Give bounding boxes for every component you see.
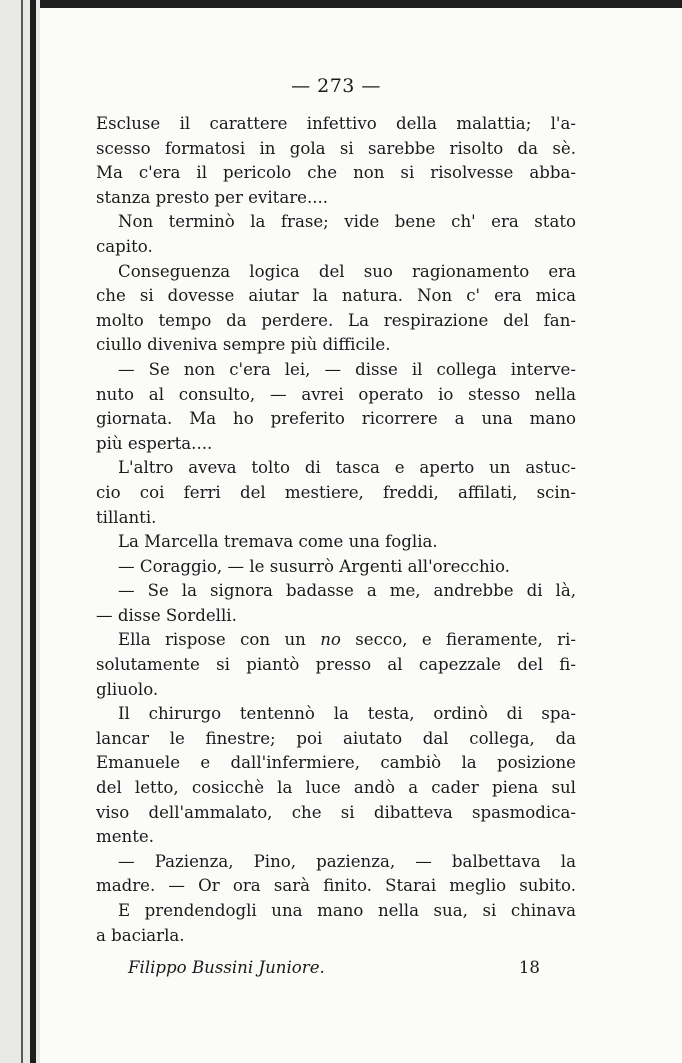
text-line: mente. [96, 827, 155, 847]
text-line-with-emphasis: Ella rispose con un no secco, e fieramente, ri- [118, 630, 576, 650]
scan-spine-edge [30, 0, 36, 1063]
text-line: Non terminò la frase; vide bene ch' era stato [118, 212, 576, 232]
body-text [96, 112, 576, 948]
text-line: Ma c'era il pericolo che non si risolvesse abba- [96, 163, 576, 183]
scan-spine-shadow [21, 0, 23, 1063]
text-line: tillanti. [96, 507, 157, 527]
text-line: del letto, cosicchè la luce andò a cader piena sul [96, 778, 576, 798]
text-line: — Pazienza, Pino, pazienza, — balbettava la [118, 851, 576, 871]
text-line: a baciarla. [96, 925, 185, 945]
text-line: capito. [96, 236, 153, 256]
text-line: ciullo diveniva sempre più difficile. [96, 335, 391, 355]
emphasized-word: no [320, 630, 341, 650]
text-line: E prendendogli una mano nella sua, si chinava [118, 901, 576, 920]
scan-top-edge [0, 0, 682, 8]
text-line: cio coi ferri del mestiere, freddi, affilati, scin- [96, 482, 576, 502]
text-line: — Se la signora badasse a me, andrebbe di là, [118, 581, 576, 601]
text-line: Conseguenza logica del suo ragionamento era [118, 261, 576, 281]
footer-author: Filippo Bussini Juniore. [128, 958, 325, 977]
page-number: — 273 — [291, 75, 381, 97]
text-line: più esperta.... [96, 433, 213, 453]
text-line: — Se non c'era lei, — disse il collega interve- [118, 359, 576, 379]
text-line: La Marcella tremava come una foglia. [118, 532, 438, 552]
text-line: — Coraggio, — le susurrò Argenti all'orecchio. [118, 556, 510, 576]
text-line: stanza presto per evitare.... [96, 187, 329, 207]
text-line: giornata. Ma ho preferito ricorrere a una mano [96, 409, 576, 429]
text-line: nuto al consulto, — avrei operato io stesso nella [96, 384, 576, 404]
text-line: Il chirurgo tentennò la testa, ordinò di spa- [118, 704, 576, 724]
text-line: scesso formatosi in gola si sarebbe risolto da sè. [96, 138, 576, 158]
text-line: Escluse il carattere infettivo della malattia; l'a- [96, 114, 576, 133]
text-line: solutamente si piantò presso al capezzale del fi- [96, 655, 576, 675]
text-line: molto tempo da perdere. La respirazione del fan- [96, 310, 576, 330]
text-line: Emanuele e dall'infermiere, cambiò la posizione [96, 753, 576, 773]
text-line: — disse Sordelli. [96, 605, 237, 625]
text-line: viso dell'ammalato, che si dibatteva spasmodica- [96, 802, 576, 822]
signature-mark: 18 [518, 958, 540, 977]
text-line: gliuolo. [96, 679, 159, 699]
text-line: L'altro aveva tolto di tasca e aperto un astuc- [118, 458, 576, 478]
text-line: che si dovesse aiutar la natura. Non c' era mica [96, 286, 576, 306]
text-line: madre. — Or ora sarà finito. Starai meglio subito. [96, 876, 576, 896]
text-line: lancar le finestre; poi aiutato dal collega, da [96, 728, 576, 748]
